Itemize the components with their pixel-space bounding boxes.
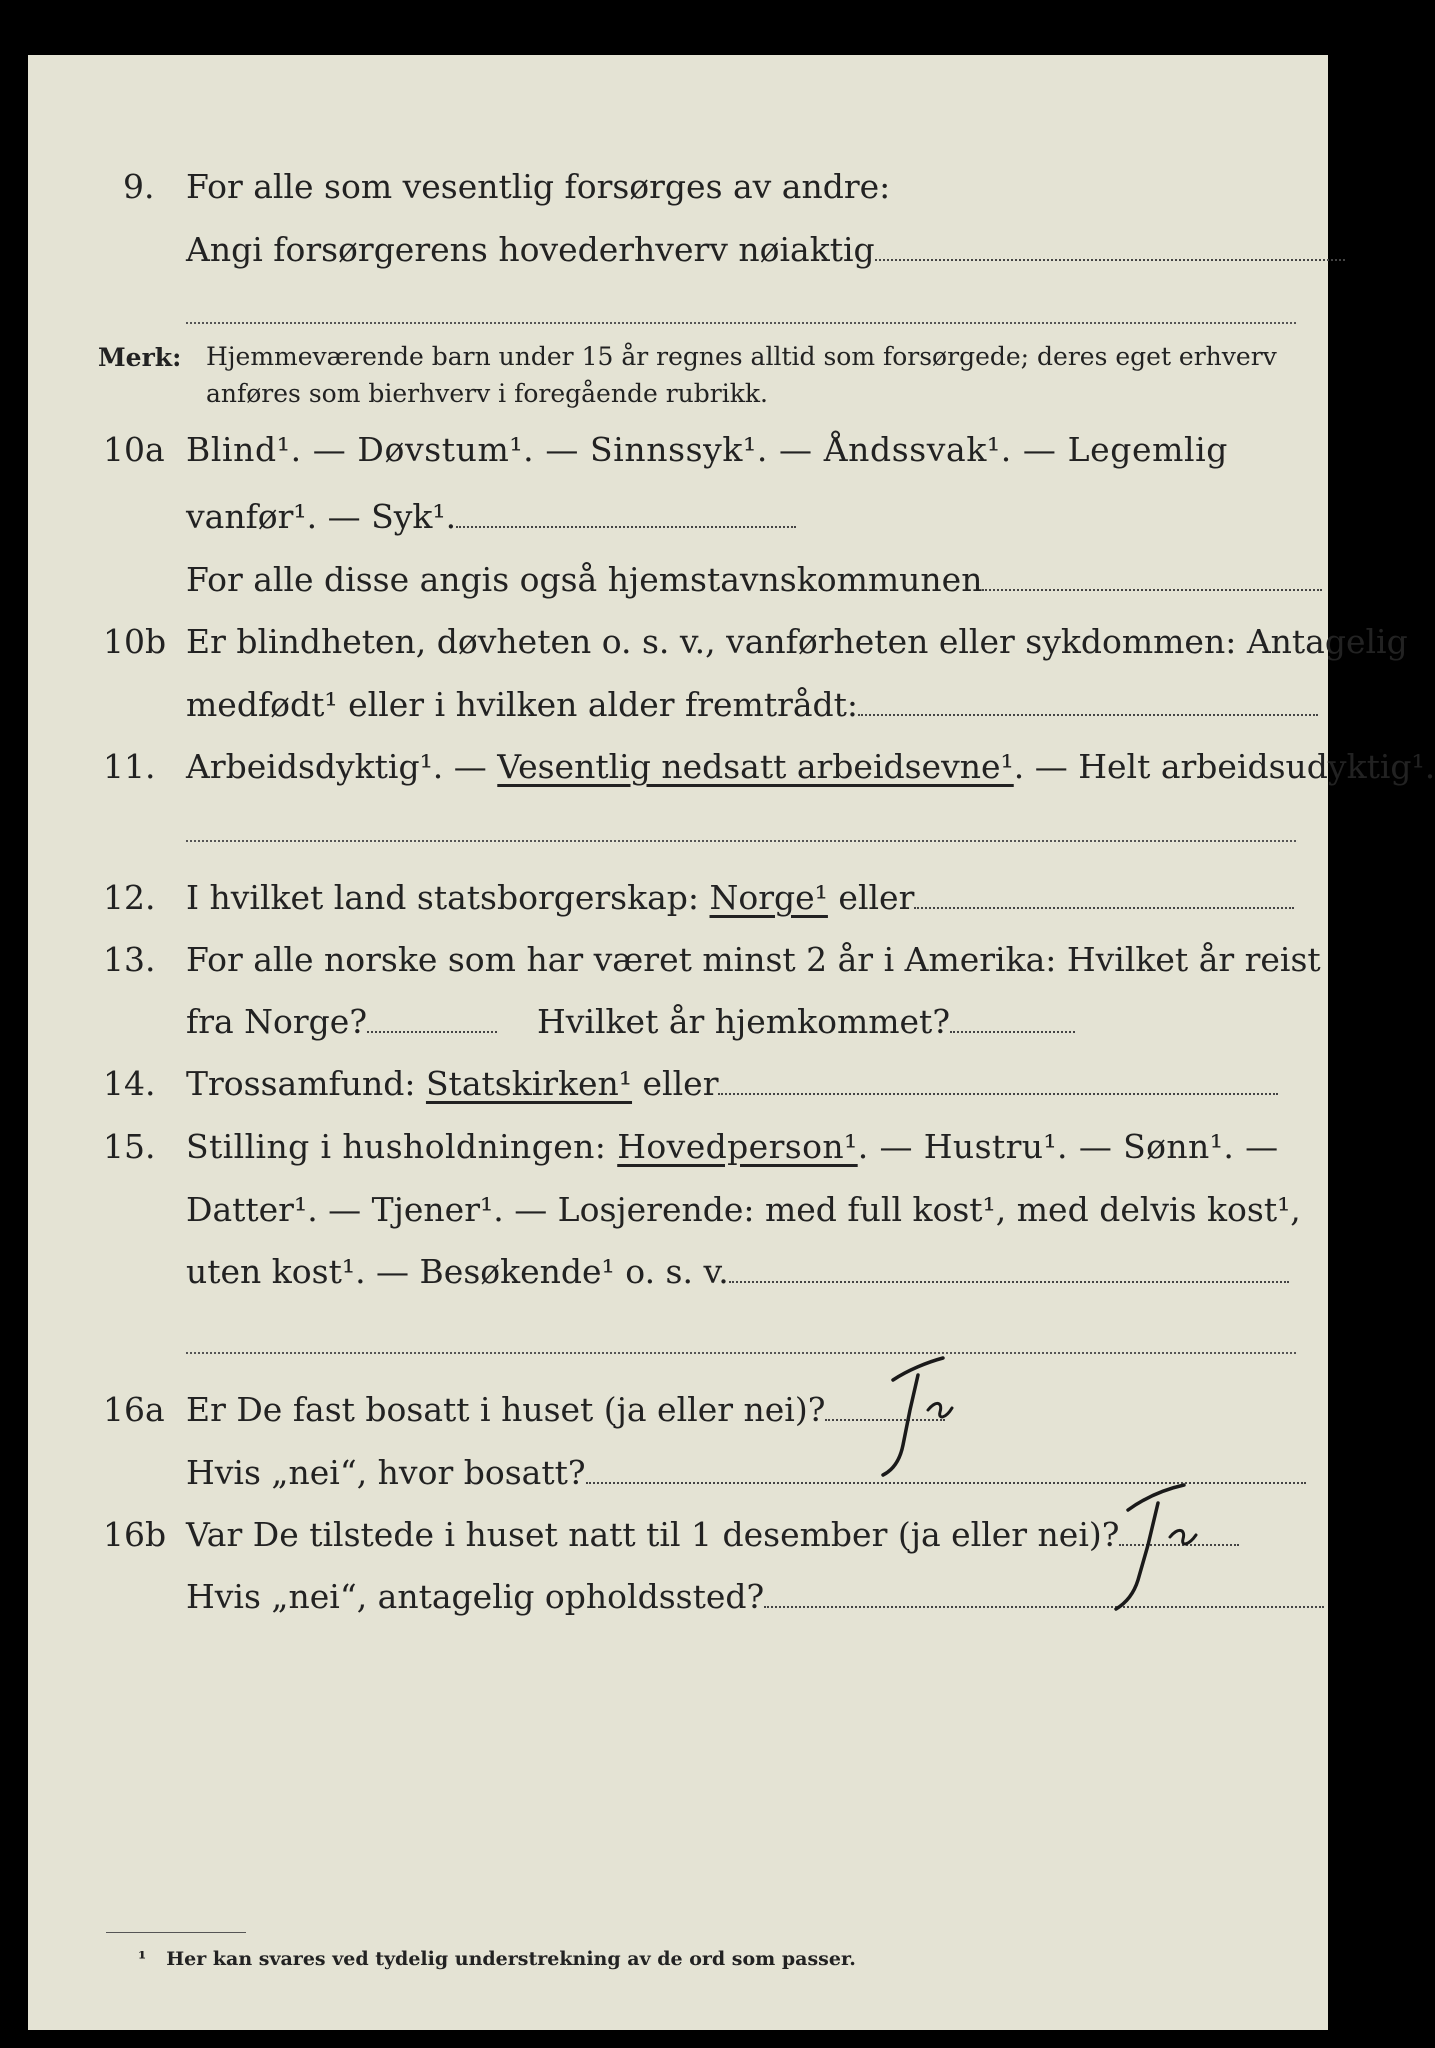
q16b-line1 [186,1515,1239,1555]
footnote-rule [106,1932,246,1933]
q11-number: 11. [103,747,156,786]
q13-hjemkommet-field[interactable] [950,1031,1075,1033]
q12-underlined-answer: Norge¹ [709,878,828,917]
q10a-syk-field[interactable] [456,526,796,528]
q16b-handwritten-answer [1088,1475,1248,1625]
q10a-hjemstavn-field[interactable] [982,589,1322,591]
q13-reist-text: fra Norge? [186,1002,368,1041]
q10b-number: 10b [103,622,167,661]
q11-text-a: Arbeidsdyktig¹. — [186,747,498,786]
q15-line3 [186,1252,1289,1292]
q11-text-b: . — Helt arbeidsudyktig¹. [1013,747,1435,786]
q13-line1: For alle norske som har været minst 2 år i Amerika: Hvilket år reist [186,940,1321,979]
q10a-line3-text: For alle disse angis også hjemstavnskommunen [186,560,983,599]
q10a-line3 [186,560,1322,600]
q15-rule [186,1352,1296,1354]
q16a-number: 16a [103,1390,165,1429]
q15-line1 [186,1127,1279,1167]
q10b-line2-text: medfødt¹ eller i hvilken alder fremtrådt: [186,685,859,724]
census-form-sheet [28,55,1435,2030]
q9-number: 9. [123,167,155,206]
q15-line3-text: uten kost¹. — Besøkende¹ o. s. v. [186,1252,729,1291]
merk-line2: anføres som bierhverv i foregående rubrikk. [206,379,768,408]
q14-text-a: Trossamfund: [186,1064,426,1103]
q15-text-b: . — Hustru¹. — Sønn¹. — [857,1127,1279,1166]
q15-underlined-answer: Hovedperson¹ [617,1127,858,1166]
footnote-mark: ¹ [138,1948,147,1970]
q16a-handwritten-answer [848,1350,1008,1490]
q16a-line2-text: Hvis „nei“, hvor bosatt? [186,1453,586,1492]
q16a-line1-text: Er De fast bosatt i huset (ja eller nei)? [186,1390,826,1429]
q10b-line2 [186,685,1318,725]
q11-underlined-answer: Vesentlig nedsatt arbeidsevne¹ [497,747,1014,786]
q12-number: 12. [103,878,156,917]
q14-line [186,1064,1278,1104]
q9-line2 [186,230,1345,270]
q13-line2 [186,1002,1075,1042]
q12-text-b: eller [827,878,915,917]
q14-answer-field[interactable] [718,1093,1278,1095]
q10a-line2 [186,497,796,537]
q11-line [186,747,1435,787]
q9-line1: For alle som vesentlig forsørges av andre: [186,167,891,206]
q16b-line2-text: Hvis „nei“, antagelig opholdssted? [186,1577,765,1616]
q10a-line1: Blind¹. — Døvstum¹. — Sinnssyk¹. — Åndssvak¹. — Legemlig [186,430,1229,469]
q14-number: 14. [103,1064,156,1103]
merk-label: Merk: [98,343,182,372]
q11-rule [186,840,1296,842]
q10a-number: 10a [103,430,165,469]
q16a-line1 [186,1390,945,1430]
q13-reist-field[interactable] [367,1031,497,1033]
q13-number: 13. [103,940,156,979]
q14-text-b: eller [632,1064,719,1103]
q15-number: 15. [103,1127,156,1166]
q10b-line1: Er blindheten, døvheten o. s. v., vanførheten eller sykdommen: Antagelig [186,622,1408,661]
q16b-number: 16b [103,1515,167,1554]
q14-underlined-answer: Statskirken¹ [425,1064,633,1103]
q9-answer-field[interactable] [875,259,1345,261]
q9-line2-text: Angi forsørgerens hovederhverv nøiaktig [186,230,875,269]
q15-line2: Datter¹. — Tjener¹. — Losjerende: med full kost¹, med delvis kost¹, [186,1190,1301,1229]
q13-hjemkommet-text: Hvilket år hjemkommet? [537,1002,951,1041]
q12-text-a: I hvilket land statsborgerskap: [186,878,710,917]
q12-line [186,878,1294,918]
q15-text-a: Stilling i husholdningen: [186,1127,618,1166]
footnote-text: Her kan svares ved tydelig understrekning av de ord som passer. [166,1948,856,1970]
footnote [138,1948,856,1970]
q10a-line2-text: vanfør¹. — Syk¹. [186,497,457,536]
q15-answer-field[interactable] [729,1281,1289,1283]
q16b-line1-text: Var De tilstede i huset natt til 1 desember (ja eller nei)? [186,1515,1120,1554]
merk-line1: Hjemmeværende barn under 15 år regnes alltid som forsørgede; deres eget erhverv [206,342,1277,371]
q12-answer-field[interactable] [914,907,1294,909]
q10b-answer-field[interactable] [858,714,1318,716]
q9-rule [186,322,1296,324]
